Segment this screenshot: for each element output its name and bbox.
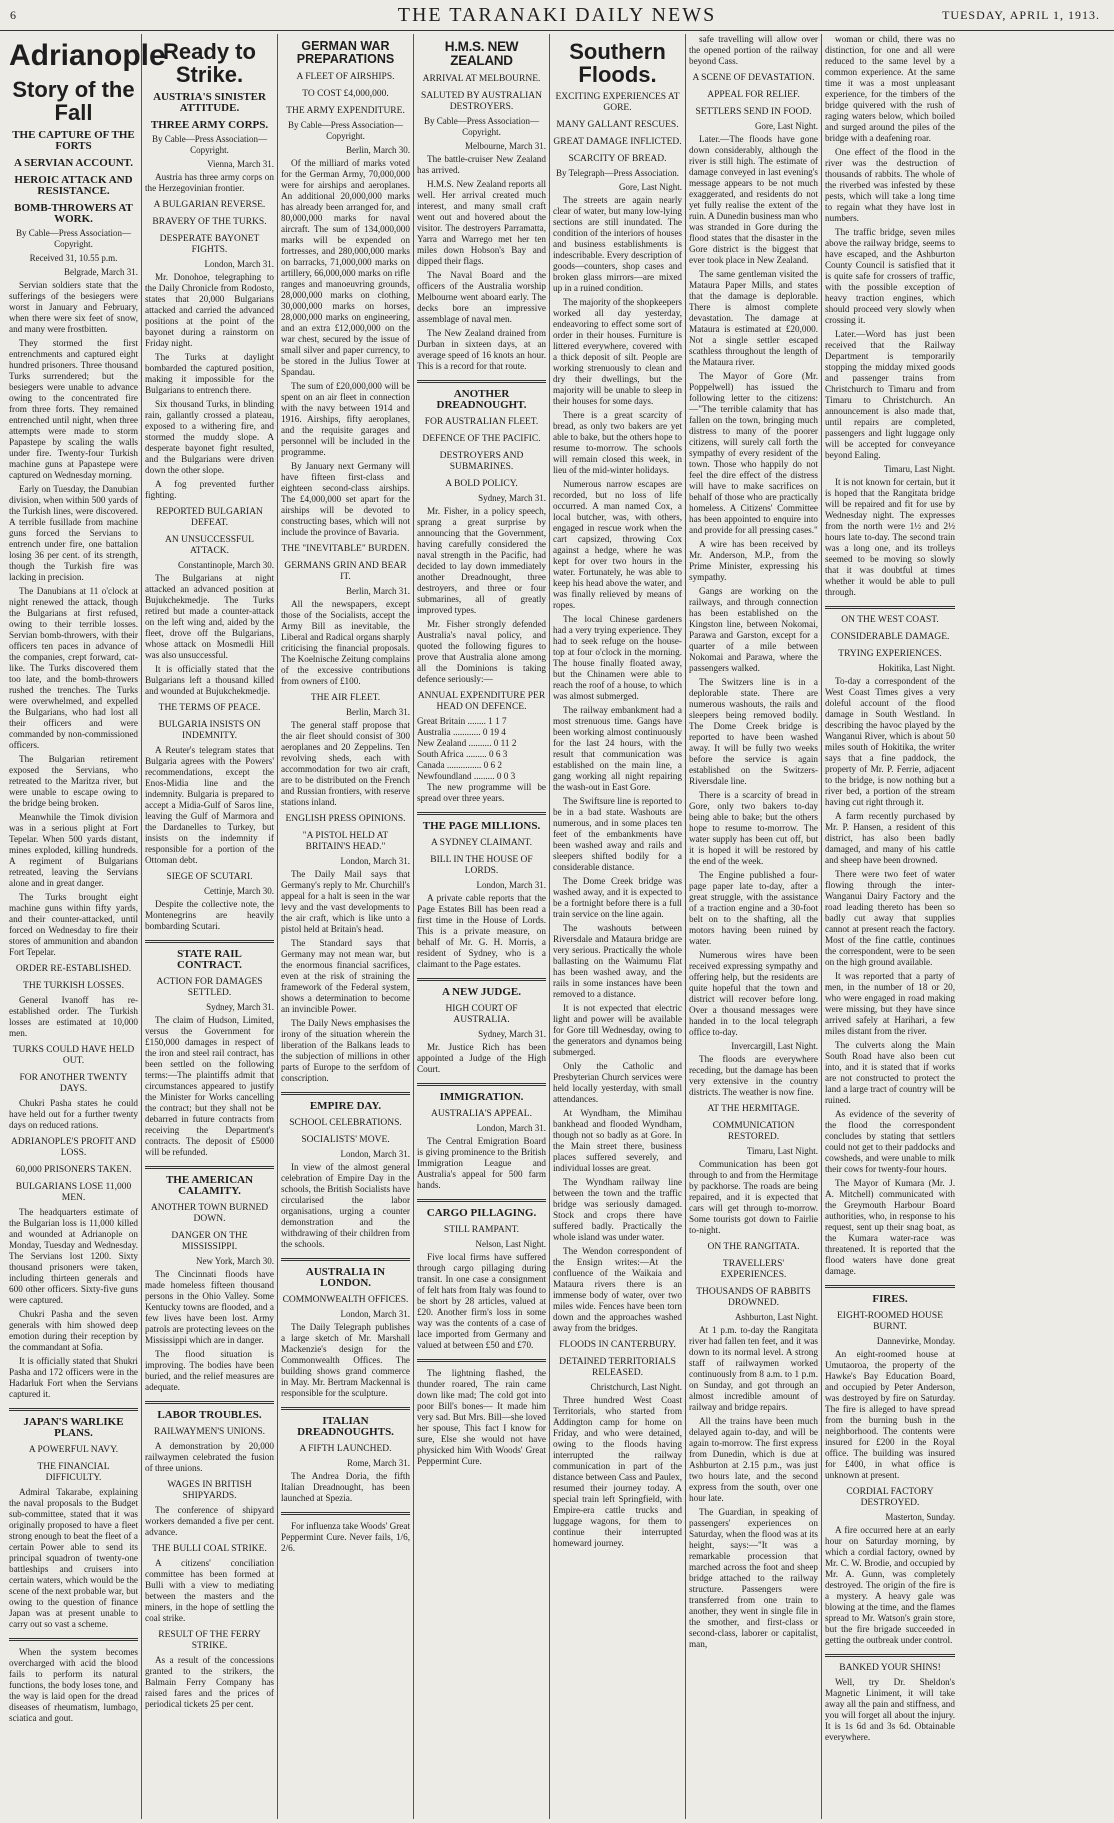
advertisement: When the system becomes overcharged with acid the blood fails to perform its natural functions, the body loses tone, and the way is laid open for the dread diseases of rheumatism, lumbago, sciatica and gout. [9,1646,138,1723]
subhead: A BOLD POLICY. [445,479,518,490]
paragraph: The traffic bridge, seven miles above the railway bridge, seems to have escaped, and the Ashburton County Council is satisfied that it is quite safe for crossers of traffic, with the possible exception of heavy traction engines, which should proceed very slowly when crossing it. [825,227,955,325]
subhead: BRAVERY OF THE TURKS. [152,217,267,228]
newspaper-title: THE TARANAKI DAILY NEWS [397,4,717,26]
dateline: Melbourne, March 31. [465,141,546,152]
headline-adrianople: Adrianople [9,39,166,72]
paragraph: A fire occurred here at an early hour on Saturday morning, by which a cordial factory, owned by Mr. C. W. Brodie, and occupied by Mr. A. Gunn, was completely destroyed. The origin of the fire is a mystery. A heavy gale was blowing at the time, and the flames spread to Mr. Watson's grain store, but the fire brigade succeeded in getting the outbreak under control. [825,1525,955,1645]
paragraph: Mr. Donohoe, telegraphing to the Daily Chronicle from Rodosto, states that 20,000 Bulgarians attacked and carried the advanced positions at the point of the bayonet during a rainstorm on Friday night. [145,272,274,349]
dateline: Berlin, March 31. [346,586,410,597]
divider [145,1166,274,1169]
page-number: 6 [10,8,16,22]
subhead: HEROIC ATTACK AND RESISTANCE. [14,173,133,197]
dateline: Timaru, Last Night. [746,1146,818,1156]
paragraph: A demonstration by 20,000 railwaymen celebrated the fusion of three unions. [145,1441,274,1474]
paragraph: The railway embankment had a most strenuous time. Gangs have been working almost continuously for the last 24 hours, with the result that communication was established on the main line, a gang working all night repairing the wash-out in East Gore. [553,705,682,793]
issue-date: TUESDAY, APRIL 1, 1913. [942,8,1100,22]
paragraph: The Wendon correspondent of the Ensign writes:—At the confluence of the Waikaia and Mataura rivers there is an immense body of water, over two miles wide. Fences have been torn down and the approaches washed away from the bridges. [553,1246,682,1334]
newspaper-page [6,34,1108,1819]
subhead: APPEAL FOR RELIEF. [707,90,800,100]
paragraph: safe travelling will allow over the opened portion of the railway beyond Cass. [689,34,818,66]
paragraph: The Turks brought eight machine guns within fifty yards, and their counter-attacked, until forced on Wednesday to fire their stores of ammunition and abandon Fort Tepelar. [9,891,138,957]
subhead: GREAT DAMAGE INFLICTED. [553,137,682,148]
headline-southern-floods: Southern Floods. [569,39,666,88]
column-1 [6,34,166,1819]
paragraph: The Engine published a four-page paper late to-day, after a great struggle, with the assistance of a traction engine and a 30-foot belt on to the shafting, all the motors having been ruined by water. [689,870,818,946]
dateline: Sydney, March 31. [478,493,546,504]
dateline: Belgrade, March 31. [64,266,138,277]
paragraph: Mr. Fisher, in a policy speech, sprang a great surprise by announcing that the Government, having carefully considered the naval strength in the Pacific, had decided to lay down immediately another Dreadnought, three destroyers, and three or four submarines, all of greatly improved types. [417,506,546,616]
subhead: TURKS COULD HAVE HELD OUT. [12,1044,135,1066]
paragraph: It is officially stated that the Bulgarians left a thousand killed and wounded at Bujukchekmedje. [145,664,274,697]
subhead: THE BULLI COAL STRIKE. [152,1544,267,1555]
subhead: SIEGE OF SCUTARI. [166,872,253,883]
paragraph: The Bulgarians at night attacked an advanced position at Bujukchekmedje. The Turks retired but made a counter-attack on the left wing and, aided by the fleet, drove off the Bulgarians, whose attack on Mosmedli Hill was also unsuccessful. [145,573,274,661]
subhead: TRAVELLERS' EXPERIENCES. [720,1259,787,1280]
subhead: EMPIRE DAY. [309,1100,382,1113]
paragraph: Gangs are working on the railways, and through connection has been established on the Kingston line, between Nokomai, Parawa and Garston, except for a quarter of a mile between Nokomai and Parawa, where the passengers walked. [689,586,818,673]
paragraph: The conference of shipyard workers demanded a five per cent. advance. [145,1505,274,1538]
paragraph: Three hundred West Coast Territorials, who started from Addington camp for home on Friday, and who were detained, owing to the floods having interrupted the railway communication in part of the distance between Cass and Paulex, resumed their journey today. A special train left Springfield, with Empire-era cattle trucks and luggage wagons, for them to continue their interrupted homeward journey. [553,1395,682,1549]
divider [9,1408,138,1411]
column-4 [414,34,550,1819]
subhead: THE ARMY EXPENDITURE. [286,106,405,117]
paragraph: Five local firms have suffered through cargo pillaging during transit. In one case a consignment of felt hats from Italy was found to be short by 28 articles, valued at £20. Another firm's loss in some way was the contents of a case of lace imported from Germany and valued at between £50 and £70. [417,1252,546,1351]
subhead: THE CAPTURE OF THE FORTS [12,128,135,152]
subhead: BILL IN THE HOUSE OF LORDS. [430,855,533,877]
received-line: Received 31, 10.55 p.m. [29,252,118,263]
paragraph: The local Chinese gardeners had a very trying experience. They had to seek refuge on the house-top at four o'clock in the morning. The house finally floated away, but the Chinamen were able to reach the roof of a house, to which was almost submerged. [553,614,682,702]
column-3 [278,34,414,1819]
paragraph: There were two feet of water flowing through the inter-Wanganui Dairy Factory and the road leading thereto has been so badly cut away that supplies cannot at present reach the factory. Most of the fine cattle, continues the correspondent, were to be seen on the high ground available. [825,869,955,967]
paragraph: Meanwhile the Timok division was in a serious plight at Fort Tepelar. When 500 yards distant, mines exploded, killing hundreds. A regiment of Bulgarians retreated, leaving the Servians alone and in great danger. [9,811,138,888]
dateline: Vienna, March 31. [207,159,274,170]
divider [417,380,546,383]
paragraph: It is not expected that electric light and power will be available for Gore till Wednesday, owing to the generators and dynamos being submerged. [553,1003,682,1058]
subhead: EXCITING EXPERIENCES AT GORE. [555,92,680,114]
subhead: "A PISTOL HELD AT BRITAIN'S HEAD." [302,831,389,853]
dateline: Gore, Last Night. [619,182,682,193]
paragraph: The Wyndham railway line between the town and the traffic bridge was seriously damaged. Stock and crops there have suffered badly. Practically the whole island was under water. [553,1177,682,1243]
paragraph: By January next Germany will have fifteen first-class and eighteen second-class airships. The £4,000,000 set apart for the airships will be devoted to constructing bases, which will not include the province of Bavaria. [281,461,410,538]
dateline: Timaru, Last Night. [883,464,955,474]
subhead: THE "INEVITABLE" BURDEN. [281,544,410,555]
paragraph: A wire has been received by Mr. Anderson, M.P., from the Prime Minister, expressing his sympathy. [689,539,818,582]
subhead: THE TURKISH LOSSES. [23,980,124,991]
byline: By Telegraph—Press Association. [556,168,679,179]
table-row: New Zealand .......... 0 11 2 [417,738,517,749]
subhead: BANKED YOUR SHINS! [839,1663,941,1673]
dateline: London, March 31. [340,1309,410,1320]
headline-story-of-fall: Story of the Fall [12,76,135,125]
paragraph: A private cable reports that the Page Estates Bill has been read a first time in the House of Lords. This is a private measure, on behalf of Mr. G. H. Morris, a resident of Sydney, who is a claimant to the Page estates. [417,893,546,970]
subhead: AUSTRALIA'S APPEAL. [431,1109,532,1120]
subhead: RAILWAYMEN'S UNIONS. [154,1427,265,1438]
subhead: A SCENE OF DEVASTATION. [692,73,815,83]
subhead: ACTION FOR DAMAGES SETTLED. [156,977,263,999]
subhead: ORDER RE-ESTABLISHED. [15,963,132,974]
paragraph: The new programme will be spread over three years. [417,782,546,804]
subhead: ARRIVAL AT MELBOURNE. [422,74,541,85]
dateline: Invercargill, Last Night. [731,1041,818,1051]
advertisement: Well, try Dr. Sheldon's Magnetic Liniment, it will take away all the pain and stiffness, and you will forget all about the injury. It is 1s 6d and 3s 6d. Obtainable everywhere. [825,1677,955,1742]
dateline: Nelson, Last Night. [475,1239,546,1250]
subhead: RESULT OF THE FERRY STRIKE. [158,1630,261,1652]
paragraph: At Wyndham, the Mimihau bankhead and flooded Wyndham, though not so badly as at Gore. In the Main street there, business places suffered severely, and individual losses are great. [553,1108,682,1174]
paragraph: A fog prevented further fighting. [145,479,274,501]
subhead: HIGH COURT OF AUSTRALIA. [445,1004,518,1026]
subhead: STILL RAMPANT. [443,1225,520,1236]
dateline: London, March 31. [476,1123,546,1134]
paragraph: The culverts along the Main South Road have also been cut into, and it is stated that if works are not constructed to protect the land a large tract of country will be ruined. [825,1040,955,1105]
paragraph: Servian soldiers state that the sufferings of the besiegers were worst in January and February, when there were six feet of snow, and many were frostbitten. [9,279,138,334]
paragraph: Mr. Fisher strongly defended Australia's naval policy, and quoted the following figures to prove that Australia alone among all the Dominions is taking defence seriously:— [417,619,546,685]
divider [417,978,546,981]
dateline: Masterton, Sunday. [885,1512,955,1522]
paragraph: The flood situation is improving. The bodies have been buried, and the relief measures are adequate. [145,1349,274,1393]
divider [281,1407,410,1410]
subhead: JAPAN'S WARLIKE PLANS. [23,1415,124,1439]
subhead: ANNUAL EXPENDITURE PER HEAD ON DEFENCE. [417,691,546,713]
paragraph: The washouts between Riversdale and Mataura bridge are very serious. Practically the whole ballasting on the Waimumu Flat has been washed away, and the rails in some instances have been removed to a distance. [553,923,682,1000]
subhead: DEFENCE OF THE PACIFIC. [422,434,541,445]
paragraph: The Daily Mail says that Germany's reply to Mr. Churchill's appeal for a halt is seen in the war levy and the vast developments to the air craft, which is like unto a pistol held at Britain's head. [281,869,410,935]
divider [417,1199,546,1202]
paragraph: Only the Catholic and Presbyterian Church services were held locally yesterday, with small attendances. [553,1061,682,1105]
paragraph: All the trains have been much delayed again to-day, and will be again to-morrow. The first express from Dunedin, which is due at Ashburton at 2.15 p.m., was just two hours late, and the second express from the south, over one hour late. [689,1416,818,1503]
subhead: SALUTED BY AUSTRALIAN DESTROYERS. [420,91,543,113]
subhead: FOR AUSTRALIAN FLEET. [424,417,539,428]
subhead: COMMONWEALTH OFFICES. [282,1295,409,1306]
dateline: London, March 31. [204,259,274,270]
subhead: COMMUNICATION RESTORED. [712,1121,795,1142]
paragraph: One effect of the flood in the river was the destruction of thousands of rabbits. The whole of the riverbed was infested by these pests, which will take a long time to regain what they have lost in numbers. [825,147,955,223]
column-7 [822,34,958,1819]
subhead: THREE ARMY CORPS. [150,119,269,132]
byline: By Cable—Press Association—Copyright. [152,134,267,156]
dateline: Cettinje, March 30. [204,886,274,897]
dateline: Gore, Last Night. [755,121,818,131]
paragraph: The Turks at daylight bombarded the captured position, making it impossible for the Bulgarians to entrench there. [145,352,274,396]
subhead: ENGLISH PRESS OPINIONS. [285,814,406,825]
dateline: Hokitika, Last Night. [878,663,955,673]
divider [145,1401,274,1404]
byline: By Cable—Press Association—Copyright. [16,227,131,249]
divider [281,1258,410,1261]
paragraph: Communication has been got through to and from the Hermitage by packhorse. The roads are being repaired, and it is expected that cars will get through to-morrow. Some tourists got down to Fairlie to-night. [689,1159,818,1235]
paragraph: Chukri Pasha and the seven generals with him showed deep emotion during their reception by the commandant at Sofia. [9,1308,138,1352]
dateline: Christchurch, Last Night. [590,1382,682,1393]
subhead: BULGARIA INSISTS ON INDEMNITY. [158,720,261,742]
subhead: DESPERATE BAYONET FIGHTS. [159,234,260,256]
subhead: GERMANS GRIN AND BEAR IT. [284,561,407,583]
subhead: A NEW JUDGE. [442,986,521,999]
subhead: ON THE WEST COAST. [841,615,939,625]
column-6 [686,34,822,1819]
byline: By Cable—Press Association—Copyright. [288,120,403,142]
paragraph: It was reported that a party of men, in the number of 18 or 20, who were engaged in road making were missing, but they have since arrived safely at Harihari, a few miles distant from the river. [825,971,955,1036]
subhead: STATE RAIL CONTRACT. [177,948,242,972]
subhead: ANOTHER DREADNOUGHT. [436,388,527,412]
subhead: SCHOOL CELEBRATIONS. [289,1118,402,1129]
subhead: THE TERMS OF PEACE. [158,703,261,714]
paragraph: woman or child, there was no distinction, for one and all were reduced to the same level by a common experience. At the same time it was a most unpleasant experience, for the timbers of the bridge quivered with the rush of raging waters below, which boiled and surged around the piles of the bridge with a deafening roar. [825,34,955,143]
paragraph: A farm recently purchased by Mr. P. Hansen, a resident of this district, has also been badly damaged, and many of his cattle and sheep have been drowned. [825,811,955,865]
subhead: FIRES. [872,1293,908,1305]
dateline: London, March 31. [340,856,410,867]
subhead: BULGARIANS LOSE 11,000 MEN. [15,1181,132,1203]
subhead: IMMIGRATION. [439,1091,524,1104]
paragraph: The Daily Telegraph publishes a large sketch of Mr. Marshall Mackenzie's design for the Commonwealth Offices. The building shows grand commerce in May. Mr. Bertram Mackennal is responsible for the sculpture. [281,1322,410,1399]
paragraph: It is officially stated that Shukri Pasha and 172 officers were in the Hadarluk Fort when the Servians captured it. [9,1355,138,1399]
column-2 [142,34,278,1819]
advertisement: The lightning flashed, the thunder roared, The rain came down like mad; The cold got into poor Bill's bones— It made him very sad. But Mrs. Bill—she loved her spouse, This fact I know for sure, Else she would not have physicked him With Woods' Great Peppermint Cure. [417,1368,546,1467]
subhead: A FIFTH LAUNCHED. [299,1444,392,1455]
subhead: A BULGARIAN REVERSE. [153,200,266,211]
paragraph: The Central Emigration Board is giving prominence to the British Immigration League and Australia's appeal for 500 farm hands. [417,1136,546,1191]
subhead: ANOTHER TOWN BURNED DOWN. [150,1203,269,1225]
paragraph: The Mayor of Gore (Mr. Poppelwell) has issued the following letter to the citizens:—"The terrible calamity that has fallen on the town, bringing much distress to many of the poorer citizens, will surely call forth the sympathy of every resident of the town. Those who happily do not feel the dire effect of the distress will have to make sacrifices on behalf of those who are practically homeless. A Citizens' Committee has been appointed to enquire into and provide for all pressing cases." [689,371,818,535]
paragraph: At 1 p.m. to-day the Rangitata river had fallen ten feet, and it was down to its normal level. A strong staff of railwaymen worked continuously from 8 a.m. to 1 p.m. on Sunday, and got through an almost incredible amount of railway and bridge repairs. [689,1325,818,1412]
paragraph: Chukri Pasha states he could have held out for a further twenty days on reduced rations. [9,1097,138,1130]
paragraph: Admiral Takarabe, explaining the naval proposals to the Budget sub-committee, stated that it was originally proposed to have a fleet strong enough to beat the fleet of a certain Power able to send its principal squadron of twenty-one battleships and cruisers into certain waters, which would be the scene of the next probable war, but owing to the question of finance Japan was at present unable to carry out so vast a scheme. [9,1486,138,1629]
paragraph: As a result of the concessions granted to the strikers, the Balmain Ferry Company has raised fares and the prices of periodical tickets 25 per cent. [145,1655,274,1710]
subhead: FOR ANOTHER TWENTY DAYS. [19,1072,128,1094]
paragraph: The Cincinnati floods have made homeless fifteen thousand persons in the Ohio Valley. Some Kentucky towns are flooded, and a few lives have been lost. Army patrols are protecting levees on the Mississippi which are in danger. [145,1269,274,1346]
dateline: Constantinople, March 30. [178,560,274,571]
subhead: MANY GALLANT RESCUES. [556,120,679,131]
paragraph: The Danubians at 11 o'clock at night renewed the attack, though the Bulgarians at first refused, owing to their terrible losses. Servian bomb-throwers, with their officers ten paces in advance of the companies, crept forward, cat-like. The Turks discovered them too late, and the bomb-throwers rushed the trenches. The Turks were overwhelmed, and expelled the Bulgarians, who had lost all their officers and were commanded by non-commissioned officers. [9,585,138,750]
paragraph: Austria has three army corps on the Herzegovinian frontier. [145,172,274,194]
subhead: A POWERFUL NAVY. [28,1444,119,1455]
divider [825,606,955,609]
subhead: FLOODS IN CANTERBURY. [559,1340,676,1351]
divider [825,1285,955,1288]
paragraph: Despite the collective note, the Montenegrins are heavily bombarding Scutari. [145,899,274,932]
subhead: CARGO PILLAGING. [426,1207,537,1220]
paragraph: A citizens' conciliation committee has been formed at Bulli with a view to mediating between the masters and the miners, in the hope of settling the coal strike. [145,1558,274,1624]
subhead: CORDIAL FACTORY DESTROYED. [846,1487,934,1508]
paragraph: The floods are everywhere receding, but the damage has been very extensive in the country districts. The weather is now fine. [689,1054,818,1097]
subhead: ADRIANOPLE'S PROFIT AND LOSS. [10,1136,137,1158]
divider [417,1083,546,1086]
subhead: TO COST £4,000,000. [302,89,389,100]
dateline: London, March 31. [476,880,546,891]
paragraph: Six thousand Turks, in blinding rain, gallantly crossed a plateau, exposed to a withering fire, and stormed the muddy slope. A desperate bayonet fight resulted, and the Bulgarians were driven down the other slope. [145,399,274,476]
paragraph: The Swiftsure line is reported to be in a bad state. Washouts are numerous, and in some places ten feet of the embankments have been washed away and rails and sleepers shifted bodily for a considerable distance. [553,796,682,873]
subhead: WAGES IN BRITISH SHIPYARDS. [167,1480,252,1502]
dateline: Dannevirke, Monday. [876,1336,955,1346]
dateline: Berlin, March 30. [346,145,410,156]
subhead: EIGHT-ROOMED HOUSE BURNT. [837,1311,943,1332]
paragraph: The Standard says that Germany may not mean war, but the enormous financial sacrifices, even at the risk of straining the framework of the Federal system, shows a determination to become an invincible Power. [281,938,410,1015]
dateline: Ashburton, Last Night. [735,1312,818,1322]
paragraph: There is a great scarcity of bread, as only two bakers are yet able to bake, but the others hope to resume to-morrow. The schools will remain closed this week, in lieu of the mid-winter holidays. [553,410,682,476]
paragraph: The same gentleman visited the Mataura Paper Mills, and states that the damage is deplorable. There is almost complete devastation. The damage at Mataura is estimated at £20,000. Not a single settler escaped scathless throughout the length of the Mataura river. [689,269,818,367]
paragraph: H.M.S. New Zealand reports all well. Her arrival created much interest, and many small craft went out and hovered about the visitor. The destroyers Parramatta, Yarra and Warrego met her ten miles down Hobson's Bay and dipped their flags. [417,179,546,267]
divider [825,1654,955,1657]
paragraph: The Mayor of Kumara (Mr. J. A. Mitchell) communicated with the Greymouth Harbour Board authorities, who, in response to his request, sent up their snag boat, as the Kumara water-race was threatened. It is reported that the flood waters have done great damage. [825,1178,955,1276]
subhead: A SYDNEY CLAIMANT. [430,838,533,849]
subhead: DANGER ON THE MISSISSIPPI. [171,1231,248,1253]
paragraph: The sum of £20,000,000 will be spent on an air fleet in connection with the navy between 1914 and 1916. Airships, fifty aeroplanes, and the requisite garages and personnel will be included in the programme. [281,381,410,458]
paragraph: They stormed the first entrenchments and captured eight hundred prisoners. Three thousand Turks surrendered; but the besiegers were unable to advance owing to the concentrated fire from three forts. They remained entrenched until night, when three attempts were made to storm Papastepe by scaling the walls under fire. Twenty-four Turkish machine guns at Papastepe were captured on Wednesday morning. [9,337,138,480]
paragraph: Later.—Word has just been received that the Railway Department is temporarily stopping the midday mixed goods and passenger trains from Christchurch to Timaru and from Timaru to Christchurch. An announcement is also made that, until repairs are completed, passengers and light luggage only will be accepted for conveyance beyond Ealing. [825,329,955,460]
paragraph: The New Zealand drained from Durban in sixteen days, at an average speed of 16 knots an hour. This is a record for that route. [417,328,546,372]
paragraph: An eight-roomed house at Umutaoroa, the property of the Hawke's Bay Education Board, and occupied by Peter Anderson, was destroyed by fire on Saturday. The fire is alleged to have spread from the burning bush in the neighborhood. The contents were insured for £200 in the Royal office. The building was insured for £400, in what office is unknown at present. [825,1349,955,1480]
dateline: Rome, March 31. [347,1458,410,1469]
subhead: DETAINED TERRITORIALS RELEASED. [559,1357,676,1379]
paragraph: The Bulgarian retirement exposed the Servians, who retreated to the Maritza river, but were unable to escape owing to the bridge being broken. [9,753,138,808]
divider [281,1512,410,1515]
subhead: 60,000 PRISONERS TAKEN. [15,1164,132,1175]
paragraph: It is not known for certain, but it is hoped that the Rangitata bridge will be repaired and fit for use by Wednesday night. The expresses from the north were 1½ and 2½ hours late to-day. The second train was a long one, and its trolleys seemed to be moving so slowly that it was doubtful at times whether it would be able to pull through. [825,477,955,597]
table-row: Canada ............... 0 6 2 [417,760,502,771]
dateline: New York, March 30. [196,1256,274,1267]
advertisement: For influenza take Woods' Great Peppermint Cure. Never fails, 1/6, 2/6. [281,1521,410,1554]
divider [281,1092,410,1095]
masthead [0,0,1114,31]
headline-hms-new-zealand: H.M.S. NEW ZEALAND [444,39,519,69]
subhead: THE FINANCIAL DIFFICULTY. [37,1461,110,1483]
paragraph: Later.—The floods have gone down considerably, although the river is still high. The estimate of damage conveyed in last evening's message appears to be not much exaggerated, and residents do not yet fully realise the extent of the ruin. A Dunedin business man who was stranded in Gore during the flood states that the disaster in the Gore district is the biggest that ever took place in New Zealand. [689,134,818,265]
paragraph: All the newspapers, except those of the Socialists, accept the Army Bill as inevitable, the Liberal and Radical organs sharply criticising the financial proposals. The Koelnische Zeitung complains of the excessive contributions from owners of £100. [281,599,410,687]
paragraph: Mr. Justice Rich has been appointed a Judge of the High Court. [417,1042,546,1075]
paragraph: The battle-cruiser New Zealand has arrived. [417,154,546,176]
headline-ready-to-strike: Ready to Strike. [163,39,256,88]
column-5 [550,34,686,1819]
table-row: South Africa ......... 0 6 3 [417,749,508,760]
subhead: ON THE RANGITATA. [707,1242,800,1252]
paragraph: A Reuter's telegram states that Bulgaria agrees with the Powers' recommendations, except the Enos-Midia line and the indemnity. Bulgaria is prepared to accept a Midia-Gulf of Saros line, leaving the Gulf of Marmora and the Dardanelles to Turkey, but insists on the indemnity if responsible for a portion of the Ottoman debt. [145,745,274,866]
paragraph: Early on Tuesday, the Danubian division, when within 500 yards of the Turkish lines, were discovered. A terrible fusillade from machine guns forced the Servians to entrench under fire, one battalion losing 36 per cent. of its strength, though the Turkish fire was lacking in precision. [9,483,138,582]
byline: By Cable—Press Association—Copyright. [424,116,539,138]
paragraph: Numerous wires have been received expressing sympathy and offering help, but the residents are quite hopeful that the town and district will recover before long. Over a thousand messages were handed in to the local telegraph office to-day. [689,950,818,1037]
paragraph: General Ivanoff has re-established order. The Turkish losses are estimated at 10,000 men. [9,994,138,1038]
divider [145,940,274,943]
paragraph: There is a scarcity of bread in Gore, only two bakers to-day being able to bake; but the others hope to resume to-morrow. The water supply has been cut off, but it is hoped it will be restored by the end of the week. [689,790,818,866]
subhead: TRYING EXPERIENCES. [838,649,942,659]
subhead: ITALIAN DREADNOUGHTS. [297,1415,394,1439]
paragraph: To-day a correspondent of the West Coast Times gives a very doleful account of the flood damage in South Westland. In describing the havoc played by the Wanganui River, which is about 50 miles south of Hokitika, the writer says that a fine paddock, the property of Mr. P. Ferrie, adjacent to the bridge, is now nothing but a river bed, a portion of the stream having cut right through it. [825,676,955,807]
subhead: CONSIDERABLE DAMAGE. [830,632,950,642]
subhead: AUSTRALIA IN LONDON. [305,1266,386,1290]
paragraph: The headquarters estimate of the Bulgarian loss is 11,000 killed and wounded at Adrianople on Monday, Tuesday and Wednesday. The Servians lost 1200. Sixty thousand prisoners were taken, including thirteen generals and 600 other officers. Sixty-five guns were captured. [9,1206,138,1305]
dateline: Berlin, March 31. [346,707,410,718]
divider [417,812,546,815]
divider [9,1638,138,1641]
subhead: REPORTED BULGARIAN DEFEAT. [156,507,263,529]
subhead: A SERVIAN ACCOUNT. [14,156,133,169]
table-row: Great Britain ........ 1 1 7 [417,716,507,727]
paragraph: The Naval Board and the officers of the Australia worship Melbourne went aboard early. The decks bore an impressive assemblage of naval men. [417,270,546,325]
subhead: AT THE HERMITAGE. [707,1104,800,1114]
subhead: SOCIALISTS' MOVE. [301,1135,390,1146]
subhead: SETTLERS SEND IN FOOD. [695,107,812,117]
divider [417,1359,546,1362]
paragraph: The Dome Creek bridge was washed away, and it is expected to be a fortnight before there is a full train service on the line again. [553,876,682,920]
subhead: A FLEET OF AIRSHIPS. [296,72,395,83]
paragraph: Of the milliard of marks voted for the German Army, 70,000,000 were for airships and aeroplanes. An additional 20,000,000 marks has already been arranged for, and 80,000,000 marks for naval aircraft. The sum of 134,000,000 marks will be expended on fortresses, and 280,000,000 marks on barracks, 71,000,000 marks on artillery, 66,000,000 marks on rifle ranges and manoeuvring grounds, 28,000,000 marks on clothing, 30,000,000 marks on horses, 28,000,000 marks on engineering, and an extra £12,000,000 on the war chest, secured by the issue of small silver and paper currency, to be stored in the Julius Tower at Spandau. [281,158,410,378]
paragraph: The claim of Hudson, Limited, versus the Government for £150,000 damages in respect of the iron and steel rail contract, has been settled on the following terms:—The plaintiffs admit that circumstances appeared to justify the Minister for Works cancelling the contract; but they shall not be debarred in future contracts from receiving the Department's contracts. The deposit of £5000 will be refunded. [145,1015,274,1158]
subhead: THE AMERICAN CALAMITY. [165,1174,254,1198]
subhead: SCARCITY OF BREAD. [568,154,667,165]
paragraph: The Guardian, in speaking of passengers' experiences on Saturday, when the flood was at its height, says:—"It was a remarkable procession that marched across the foot and sheep bridge attached to the railway structure. Passengers were transferred from one train to another, they went in single file in the smother, and first-class or second-class, laborer or capitalist, man, [689,1507,818,1649]
headline-german-war-preparations: GERMAN WAR PREPARATIONS [296,39,395,67]
dateline: Sydney, March 31. [478,1029,546,1040]
subhead: AUSTRIA'S SINISTER ATTITUDE. [153,91,266,115]
paragraph: The Switzers line is in a deplorable state. There are numerous washouts, the rails and sleepers being removed bodily. The Dome Creek bridge is reported to have been washed away. It will be fully two weeks before the service is again established on the Switzers-Riversdale line. [689,677,818,786]
dateline: Sydney, March 31. [206,1002,274,1013]
dateline: London, March 31. [340,1149,410,1160]
subhead: THE AIR FLEET. [310,693,381,704]
subhead: AN UNSUCCESSFUL ATTACK. [165,535,254,557]
paragraph: The majority of the shopkeepers worked all day yesterday, endeavoring to effect some sort of order in their houses. Furniture is littered everywhere, covered with a thick deposit of silt. People are working strenuously to clean and dry their dwellings, but the majority will be unable to sleep in their houses for some days. [553,297,682,407]
subhead: DESTROYERS AND SUBMARINES. [439,451,524,473]
subhead: THOUSANDS OF RABBITS DROWNED. [696,1287,811,1308]
paragraph: Numerous narrow escapes are recorded, but no loss of life occurred. A man named Cox, a local butcher, was, with others, engaged in rescue work when the cart capsized, throwing Cox against a hedge, where he was kept for over two hours in the water. Fortunately, he was able to keep his head above the water, and was finally relieved by means of ropes. [553,479,682,611]
subhead: THE PAGE MILLIONS. [422,820,541,833]
paragraph: The Andrea Doria, the fifth Italian Dreadnought, has been launched at Spezia. [281,1471,410,1504]
paragraph: The streets are again nearly clear of water, but many low-lying sections are still inundated. The condition of the interiors of houses and business establishments is indescribable. Every description of goods—counters, shop cases and broken glass mirrors—are mixed up in a ruined condition. [553,195,682,294]
paragraph: In view of the almost general celebration of Empire Day in the schools, the British Socialists have circularised the labor organisations, urging a counter demonstration and the withdrawing of their children from the schools. [281,1162,410,1250]
paragraph: The general staff propose that the air fleet should consist of 300 aeroplanes and 20 Zeppelins. Ten revolving sheds, each with accommodation for two air craft, are to be distributed on the French and Russian frontiers, with reserve stations inland. [281,720,410,808]
table-row: Australia ............ 0 19 4 [417,727,506,738]
paragraph: As evidence of the severity of the flood the correspondent concludes by stating that settlers could not get to their paddocks and cowsheds, and were unable to milk their cows for twenty-four hours. [825,1109,955,1174]
table-row: Newfoundland ......... 0 0 3 [417,771,516,782]
subhead: LABOR TROUBLES. [157,1409,262,1422]
subhead: BOMB-THROWERS AT WORK. [14,201,133,225]
paragraph: The Daily News emphasises the irony of the situation wherein the liberation of the Balkans leads to the subjection of millions in other parts of Europe to the serfdom of conscription. [281,1018,410,1084]
